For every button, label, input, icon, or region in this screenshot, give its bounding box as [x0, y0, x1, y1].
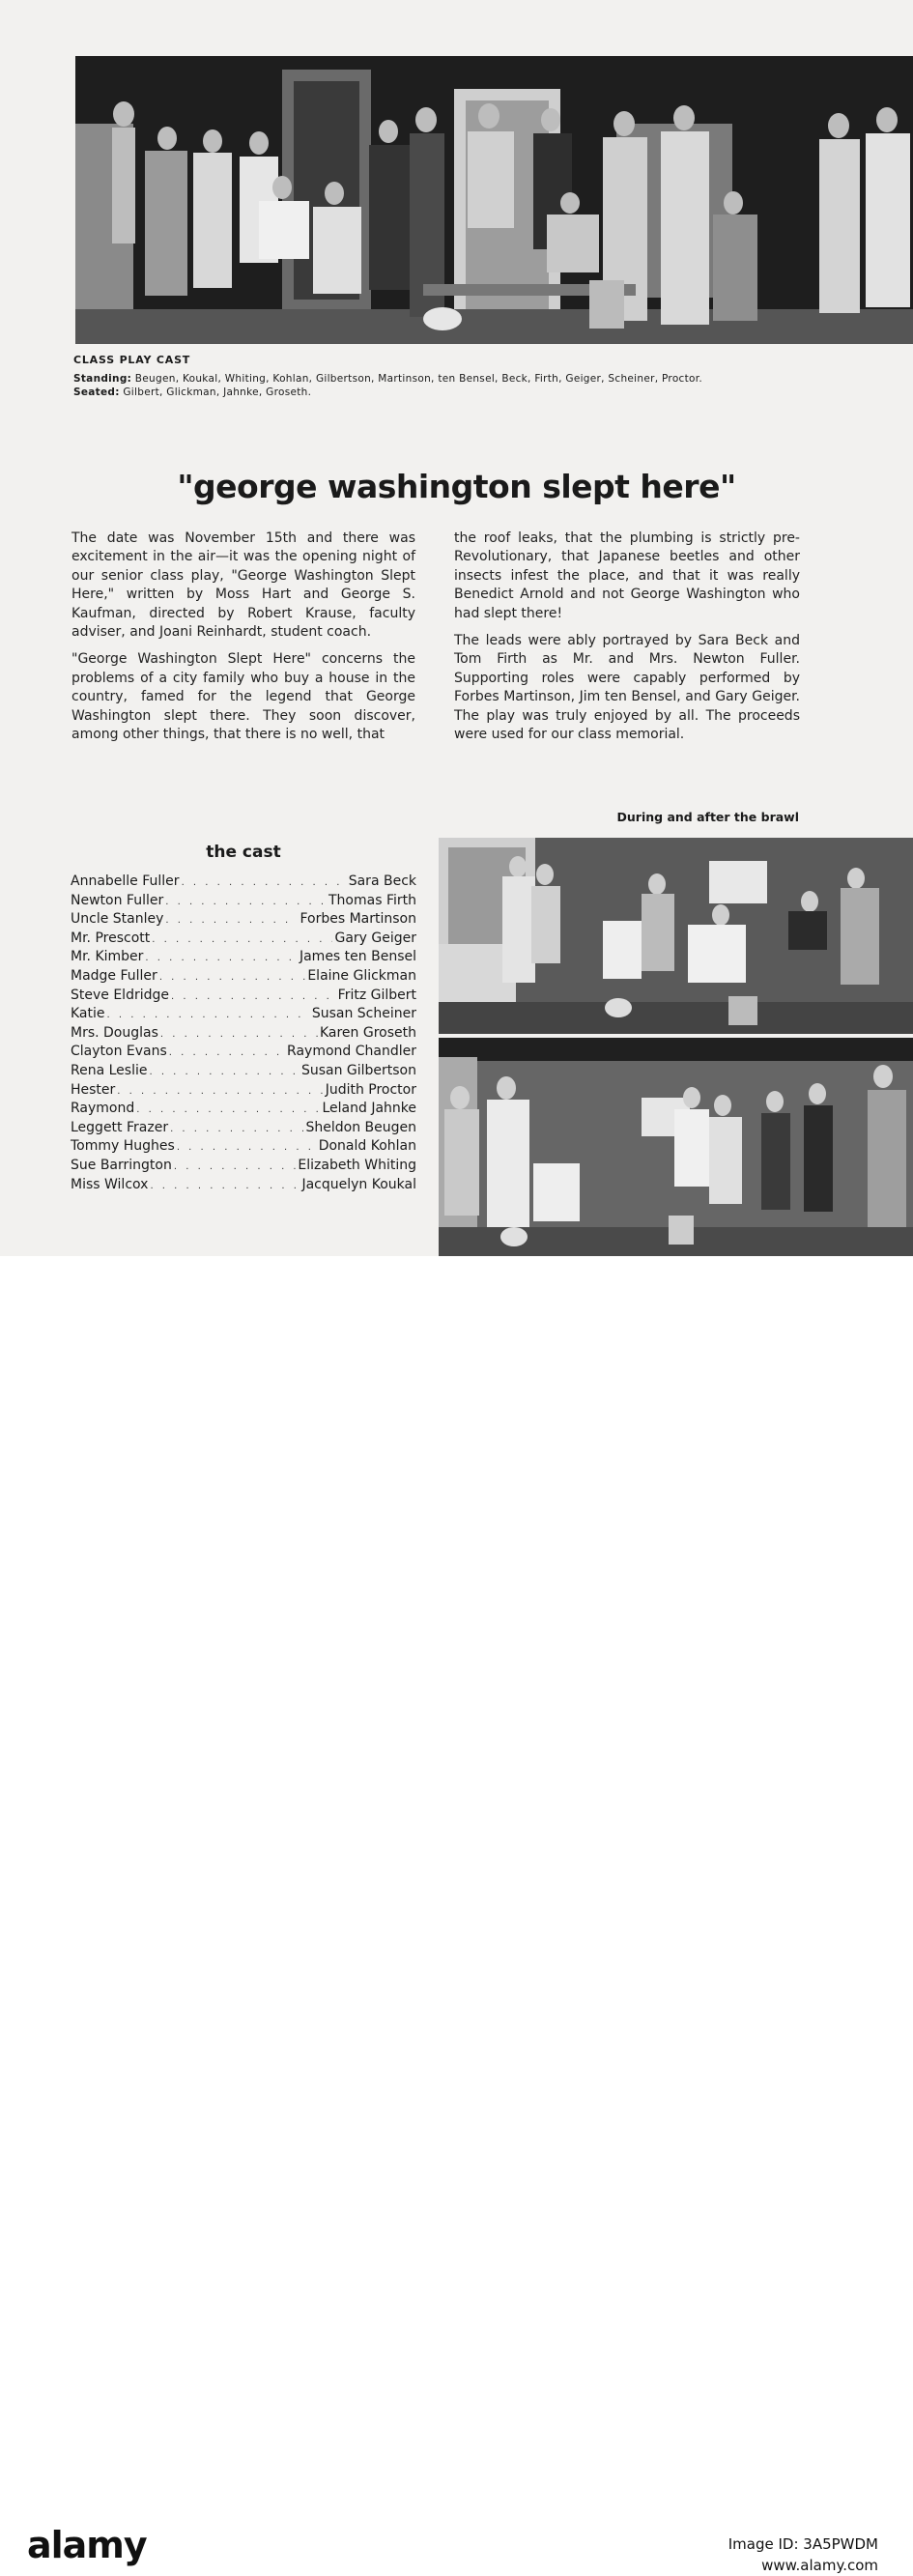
cast-row: [71, 1025, 416, 1045]
cast-role: Annabelle Fuller: [71, 873, 180, 889]
cast-actor: Jacquelyn Koukal: [301, 1176, 416, 1192]
image-id: Image ID: 3A5PWDM: [728, 2535, 878, 2553]
cast-actor: James ten Bensel: [299, 949, 416, 965]
yearbook-page: [0, 0, 913, 1256]
cast-role: Clayton Evans: [71, 1044, 167, 1060]
seated-names-line: [73, 386, 311, 398]
leader-dots: [150, 1181, 300, 1191]
leader-dots: [159, 972, 306, 983]
seated-names: Gilbert, Glickman, Jahnke, Groseth.: [123, 386, 312, 398]
cast-role: Mr. Prescott: [71, 930, 151, 946]
cast-actor: Elaine Glickman: [307, 967, 416, 984]
cast-row: [71, 1006, 416, 1025]
cast-actor: Thomas Firth: [328, 892, 416, 908]
leader-dots: [136, 1104, 320, 1115]
leader-dots: [169, 1047, 285, 1058]
brawl-photo-during: [439, 838, 913, 1034]
standing-label: Standing:: [73, 373, 132, 385]
cast-actor: Forbes Martinson: [300, 911, 416, 928]
cast-role: Newton Fuller: [71, 892, 164, 908]
cast-row: [71, 930, 416, 950]
standing-names-line: [73, 373, 702, 385]
cast-row: [71, 1177, 416, 1196]
cast-list-title: the cast: [206, 843, 281, 862]
leader-dots: [149, 1067, 299, 1077]
cast-row: [71, 1101, 416, 1120]
cast-row: [71, 1044, 416, 1063]
seated-label: Seated:: [73, 386, 120, 398]
cast-row: [71, 1138, 416, 1158]
cast-role: Madge Fuller: [71, 967, 157, 984]
article-paragraph: The date was November 15th and there was excitement in the air—it was the opening night of our senior class play, "George Washington Slept Here," written by Moss Hart and George S. Kaufman, directed by Robert Krause, faculty adviser, and Joani Reinhardt, student coach.: [71, 530, 415, 641]
cast-row: [71, 873, 416, 893]
cast-role: Leggett Frazer: [71, 1119, 169, 1135]
cast-row: [71, 1082, 416, 1102]
site-url: www.alamy.com: [761, 2557, 878, 2574]
cast-row: [71, 968, 416, 987]
alamy-logo: alamy: [27, 2524, 147, 2566]
article-headline: "george washington slept here": [177, 468, 736, 505]
cast-role: Katie: [71, 1006, 105, 1022]
cast-role: Hester: [71, 1081, 116, 1098]
article-paragraph: The leads were ably portrayed by Sara Beck and Tom Firth as Mr. and Mrs. Newton Fuller. Supporting roles were capably performed by Forbes Martinson, Jim ten Bensel, and Gary Geiger. The play was truly enjoyed by all. The proceeds were used for our class memorial.: [454, 633, 800, 743]
standing-names: Beugen, Koukal, Whiting, Kohlan, Gilbertson, Martinson, ten Bensel, Beck, Firth, Geiger, Scheiner, Proctor.: [134, 373, 703, 385]
cast-role: Tommy Hughes: [71, 1138, 175, 1155]
cast-actor: Karen Groseth: [319, 1024, 416, 1041]
cast-role: Sue Barrington: [71, 1157, 172, 1173]
cast-role: Rena Leslie: [71, 1062, 148, 1078]
cast-actor: Donald Kohlan: [318, 1138, 416, 1155]
class-play-cast-photo: [75, 56, 913, 344]
cast-row: [71, 893, 416, 912]
article-column-left: [71, 530, 415, 753]
cast-row: [71, 911, 416, 930]
cast-actor: Elizabeth Whiting: [298, 1157, 416, 1173]
cast-actor: Fritz Gilbert: [337, 987, 416, 1003]
leader-dots: [107, 1010, 310, 1020]
watermark-footer: [0, 1256, 913, 2574]
cast-row: [71, 949, 416, 968]
cast-actor: Susan Scheiner: [311, 1006, 416, 1022]
cast-role: Mr. Kimber: [71, 949, 144, 965]
cast-role: Miss Wilcox: [71, 1176, 149, 1192]
leader-dots: [174, 1161, 297, 1172]
article-paragraph: "George Washington Slept Here" concerns the problems of a city family who buy a house in the country, famed for the legend that George Washington slept there. They soon discover, among other things, that there is no well, that: [71, 651, 415, 743]
cast-role: Uncle Stanley: [71, 911, 164, 928]
leader-dots: [160, 1029, 318, 1040]
leader-dots: [165, 915, 298, 926]
leader-dots: [182, 877, 347, 888]
leader-dots: [117, 1086, 323, 1097]
cast-row: [71, 987, 416, 1007]
article-column-right: [454, 530, 800, 753]
leader-dots: [152, 934, 332, 945]
brawl-photos-caption: During and after the brawl: [616, 810, 799, 824]
cast-role: Raymond: [71, 1101, 135, 1117]
leader-dots: [177, 1142, 317, 1153]
cast-row: [71, 1063, 416, 1082]
cast-row: [71, 1158, 416, 1177]
brawl-photo-after: [439, 1038, 913, 1256]
cast-actor: Judith Proctor: [325, 1081, 416, 1098]
cast-actor: Sheldon Beugen: [305, 1119, 416, 1135]
cast-actor: Susan Gilbertson: [300, 1062, 416, 1078]
image-id-block: [728, 2533, 878, 2576]
cast-actor: Raymond Chandler: [287, 1044, 416, 1060]
cast-role: Mrs. Douglas: [71, 1024, 158, 1041]
cast-actor: Gary Geiger: [334, 930, 416, 946]
leader-dots: [170, 1124, 303, 1134]
leader-dots: [145, 953, 298, 963]
article-paragraph: the roof leaks, that the plumbing is strictly pre-Revolutionary, that Japanese beetles and other insects infest the place, and that it was really Benedict Arnold and not George Washington who had slept there!: [454, 530, 800, 621]
cast-role: Steve Eldridge: [71, 987, 169, 1003]
cast-list: [71, 873, 416, 1195]
leader-dots: [171, 991, 336, 1002]
cast-photo-caption-title: CLASS PLAY CAST: [73, 354, 191, 366]
leader-dots: [165, 897, 327, 907]
cast-row: [71, 1120, 416, 1139]
cast-actor: Leland Jahnke: [322, 1101, 416, 1117]
cast-actor: Sara Beck: [348, 873, 416, 889]
